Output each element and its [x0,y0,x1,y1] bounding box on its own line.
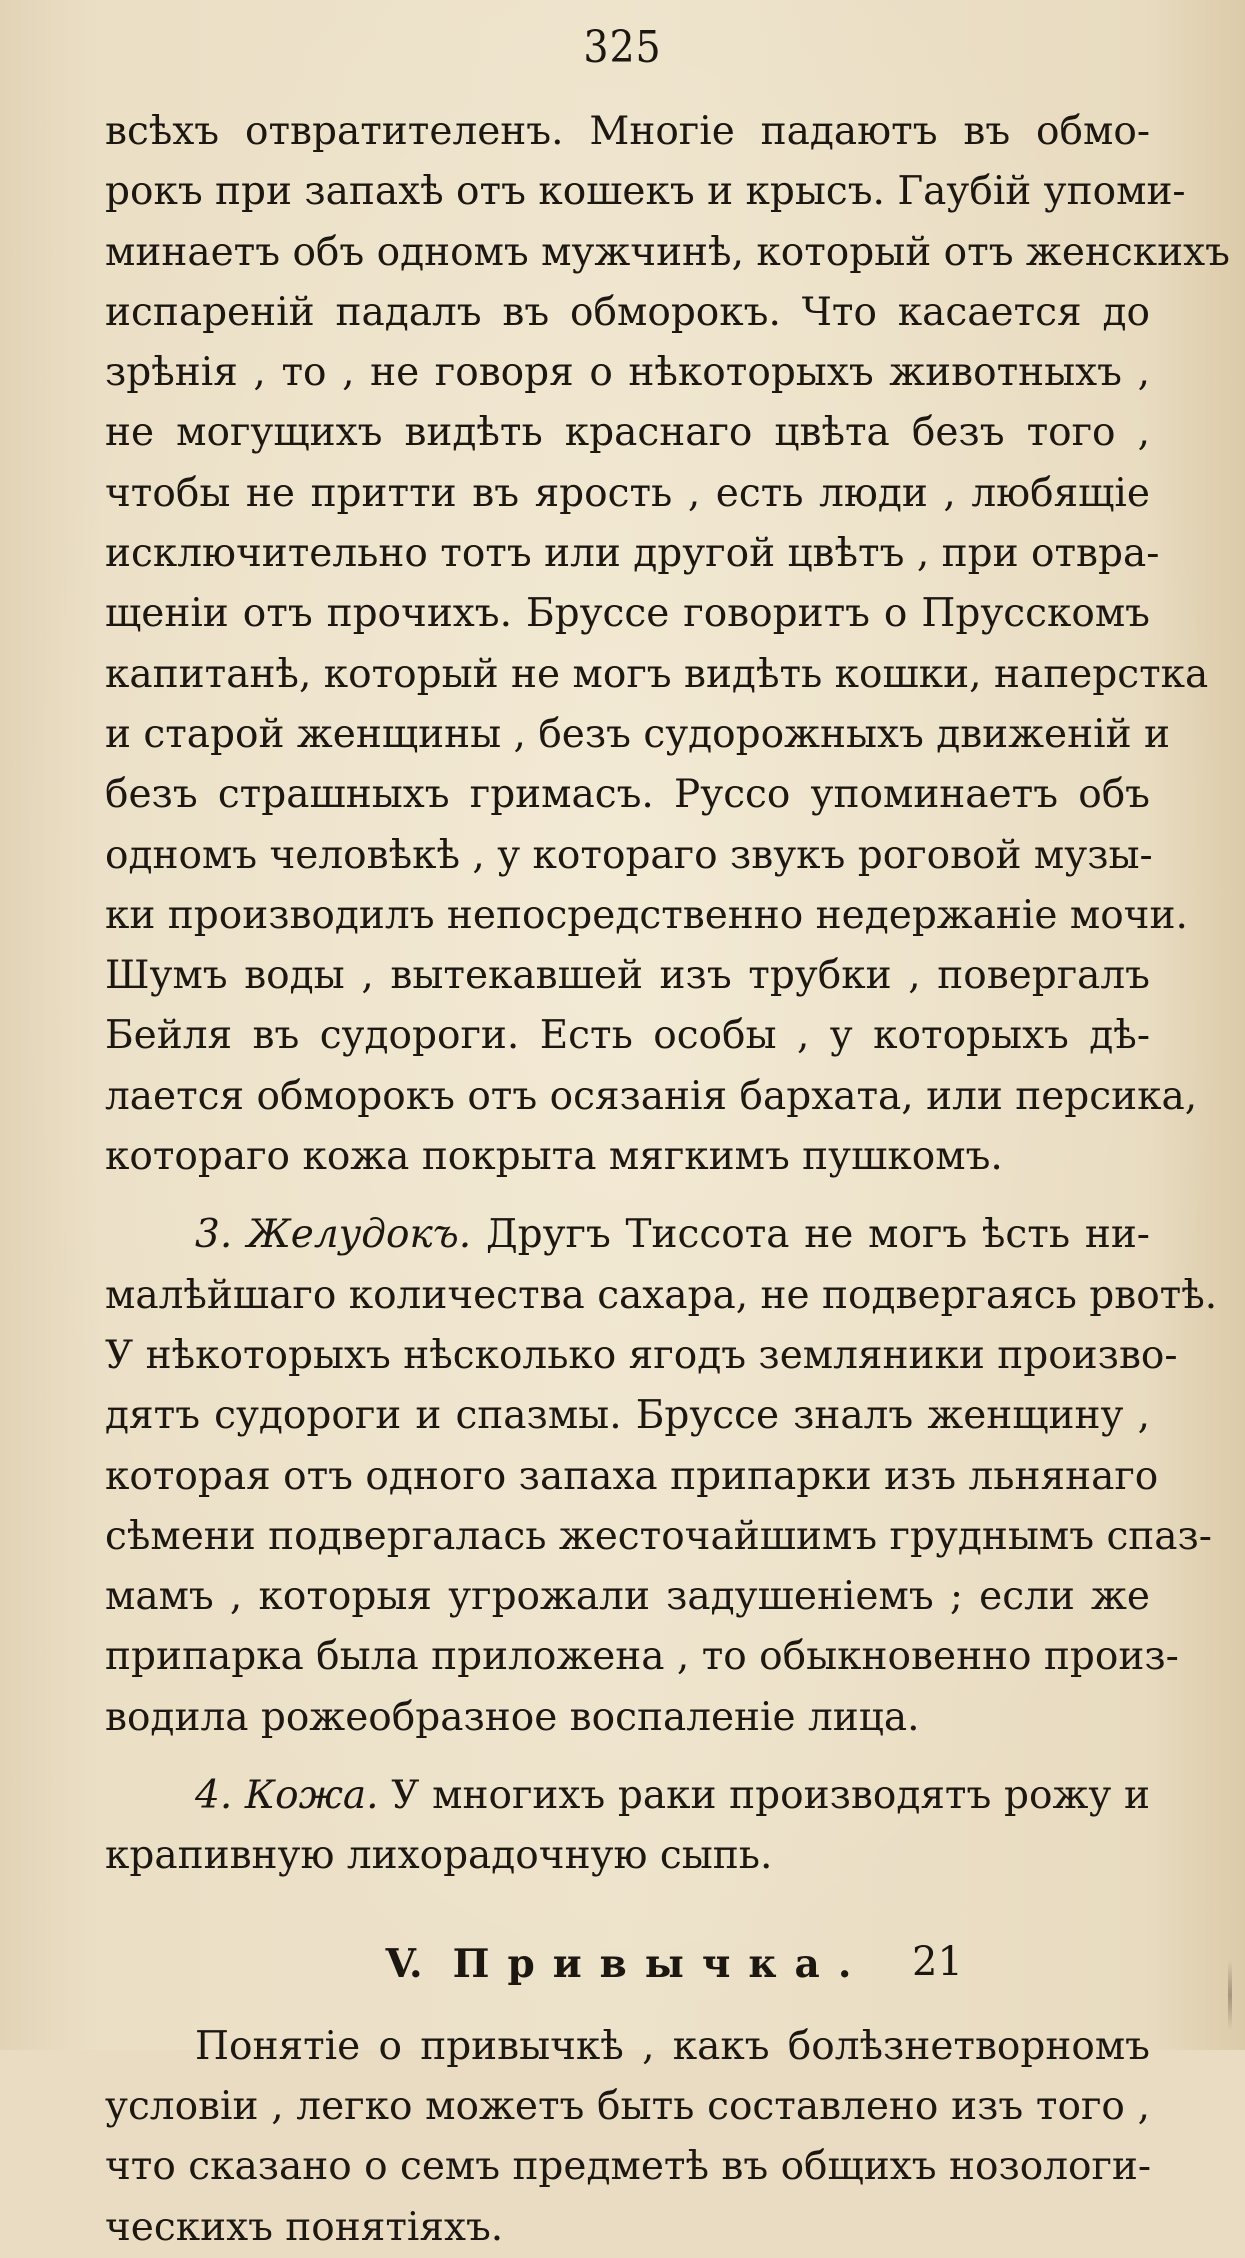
text-line: чтобы не притти въ ярость , есть люди , любящіе [105,470,1150,516]
text-line: щеніи отъ прочихъ. Бруссе говоритъ о Прусскомъ [105,591,1150,637]
text-line: ческихъ понятіяхъ. [105,2204,504,2250]
text-line: припарка была приложена , то обыкновенно произ- [105,1634,1179,1680]
text-line: сѣмени подвергалась жесточайшимъ груднымъ спаз- [105,1513,1212,1559]
text-line: безъ страшныхъ гримасъ. Руссо упоминаетъ объ [105,772,1150,818]
paragraph-stomach [105,1205,1218,1748]
text-line: капитанѣ, который не могъ видѣть кошки, наперстка [105,651,1209,697]
section-heading [105,1933,1150,1995]
text-line: что сказано о семъ предметѣ въ общихъ нозологи- [105,2144,1152,2190]
text-line: испареній падалъ въ обморокъ. Что касается до [105,289,1150,335]
paragraph-senses [105,102,1230,1187]
text-run: Другъ Тиссота не могъ ѣсть ни- [485,1212,1150,1258]
text-line: лается обморокъ отъ осязанія бархата, или персика, [105,1073,1198,1119]
text-line: ки производилъ непосредственно недержаніе мочи. [105,892,1188,938]
text-line: зрѣнія , то , не говоря о нѣкоторыхъ животныхъ , [105,350,1150,396]
text-line: котораго кожа покрыта мягкимъ пушкомъ. [105,1134,1003,1180]
text-line [105,1205,1150,1265]
text-line: которая отъ одного запаха припарки изъ льнянаго [105,1453,1159,1499]
text-line: водила рожеобразное воспаленіе лица. [105,1694,920,1740]
text-line: Шумъ воды , вытекавшей изъ трубки , повергалъ [105,953,1150,999]
text-line [105,1766,1150,1826]
paragraph-heading: 4. Кожа. [195,1773,379,1819]
paragraph-habit [105,2017,1150,2258]
text-line: У нѣкоторыхъ нѣсколько ягодъ земляники произво- [105,1332,1178,1378]
text-line: Бейля въ судороги. Есть особы , у которыхъ дѣ- [105,1013,1150,1059]
text-line: крапивную лихорадочную сыпь. [105,1833,773,1879]
text-line: минаетъ объ одномъ мужчинѣ, который отъ женскихъ [105,229,1230,275]
section-number: V. [385,1940,423,1987]
text-line: малѣйшаго количества сахара, не подвергаясь рвотѣ. [105,1272,1218,1318]
text-line: мамъ , которыя угрожали задушеніемъ ; если же [105,1574,1150,1620]
text-line: дятъ судороги и спазмы. Бруссе зналъ женщину , [105,1393,1150,1439]
text-line: всѣхъ отвратителенъ. Многіе падаютъ въ обмо- [105,109,1150,154]
paragraph-skin [105,1766,1150,1887]
paragraph-heading: 3. Желудокъ. [195,1212,472,1258]
text-line: не могущихъ видѣть краснаго цвѣта безъ того , [105,410,1150,456]
section-title: Привычка. [452,1940,870,1987]
text-line: исключительно тотъ или другой цвѣтъ , при отвра- [105,531,1160,577]
text-line: одномъ человѣкѣ , у котораго звукъ роговой музы- [105,832,1153,878]
text-line: рокъ при запахѣ отъ кошекъ и крысъ. Гаубій упоми- [105,169,1186,215]
text-line: и старой женщины , безъ судорожныхъ движеній и [105,711,1170,757]
page-edge-shadow [1228,1960,1232,2030]
signature-mark: 21 [912,1939,963,1985]
text-line: условіи , легко можетъ быть составлено изъ того , [105,2083,1150,2129]
text-line: Понятіе о привычкѣ , какъ болѣзнетворномъ [195,2023,1150,2069]
page-body [105,102,1230,2258]
page-number: 325 [583,22,662,73]
text-run: У многихъ раки производятъ рожу и [391,1773,1150,1819]
